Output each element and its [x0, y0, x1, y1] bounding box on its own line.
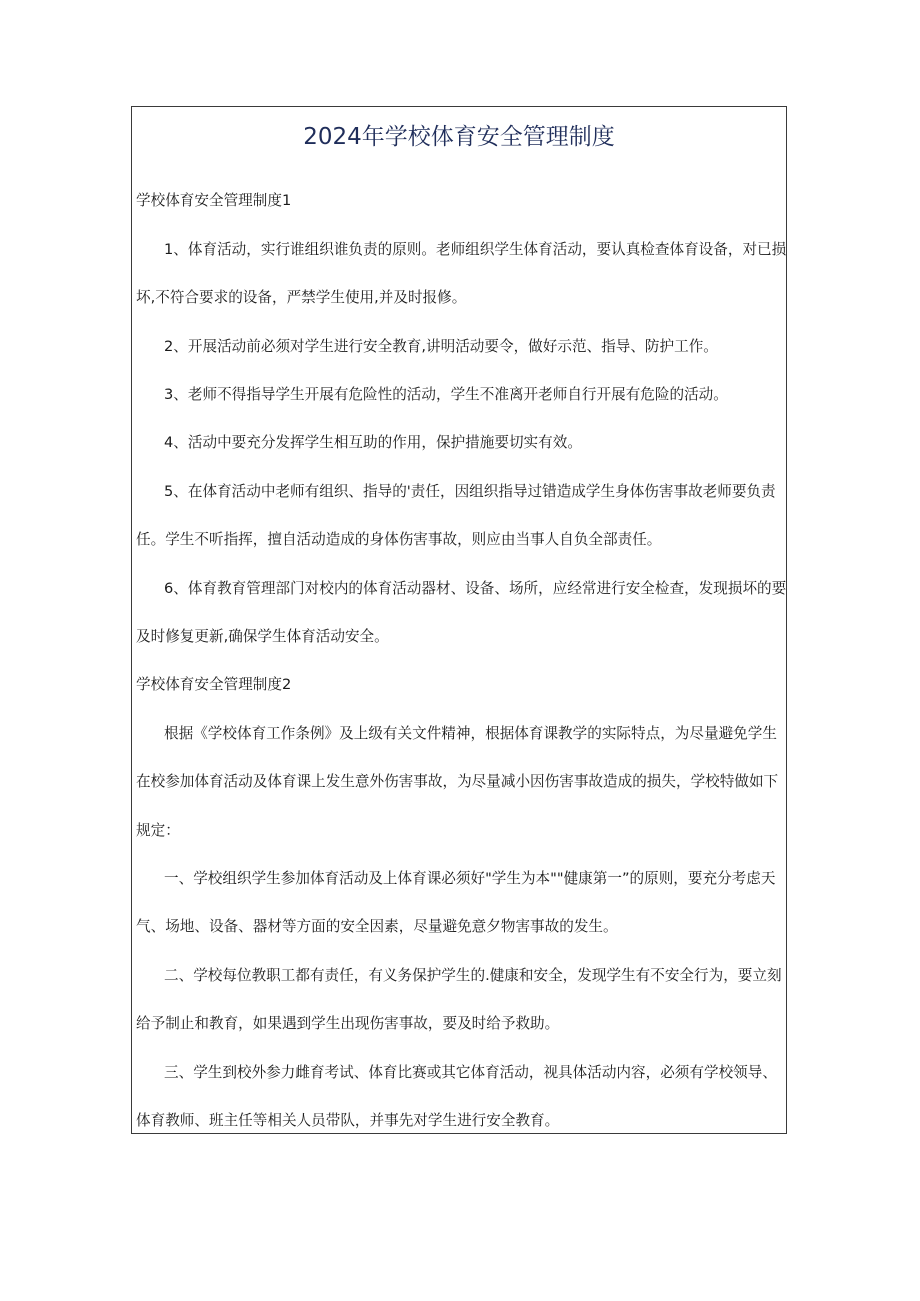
paragraph-line: 给予制止和教育，如果遇到学生出现伤害事故，要及时给予救助。 — [136, 1015, 560, 1032]
paragraph-line: 4、活动中要充分发挥学生相互助的作用，保护措施要切实有效。 — [164, 434, 582, 451]
paragraph-line: 气、场地、设备、器材等方面的安全因素，尽量避免意夕物害事故的发生。 — [136, 918, 618, 935]
section-heading-2: 学校体育安全管理制度2 — [136, 676, 292, 693]
paragraph-line: 5、在体育活动中老师有组织、指导的'责任，因组织指导过错造成学生身体伤害事故老师要负责 — [164, 483, 776, 500]
paragraph-line: 二、学校每位教职工都有责任，有义务保护学生的.健康和安全，发现学生有不安全行为，要立刻 — [164, 967, 782, 984]
section-heading-1: 学校体育安全管理制度1 — [136, 192, 292, 209]
paragraph-line: 及时修复更新,确保学生体育活动安全。 — [136, 628, 389, 645]
paragraph-line: 2、开展活动前必须对学生进行安全教育,讲明活动要令，做好示范、指导、防护工作。 — [164, 338, 718, 355]
paragraph-line: 三、学生到校外参力雌育考试、体育比赛或其它体育活动，视具体活动内容，必须有学校领导、 — [164, 1064, 777, 1081]
paragraph-line: 1、体育活动，实行谁组织谁负责的原则。老师组织学生体育活动，要认真检查体育设备，对已损 — [164, 241, 787, 258]
paragraph-line: 坏,不符合要求的设备，严禁学生使用,并及时报修。 — [136, 289, 467, 306]
paragraph-line: 任。学生不听指挥，擅自活动造成的身体伤害事故，则应由当事人自负全部责任。 — [136, 531, 662, 548]
paragraph-line: 6、体育教育管理部门对校内的体育活动器材、设备、场所，应经常进行安全检查，发现损坏的要 — [164, 580, 787, 597]
paragraph-line: 3、老师不得指导学生开展有危险性的活动，学生不准离开老师自行开展有危险的活动。 — [164, 386, 728, 403]
paragraph-line: 一、学校组织学生参加体育活动及上体育课必须好"学生为本""健康第一”的原则，要充分考虑天 — [164, 870, 776, 887]
document-title: 2024年学校体育安全管理制度 — [303, 124, 615, 150]
paragraph-line: 根据《学校体育工作条例》及上级有关文件精神，根据体育课教学的实际特点，为尽量避免学生 — [164, 725, 777, 742]
paragraph-line: 在校参加体育活动及体育课上发生意外伤害事故，为尽量减小因伤害事故造成的损失，学校特做如下 — [136, 773, 779, 790]
paragraph-line: 规定： — [136, 822, 180, 839]
paragraph-line: 体育教师、班主任等相关人员带队，并事先对学生进行安全教育。 — [136, 1112, 560, 1129]
document-frame — [131, 106, 787, 1134]
